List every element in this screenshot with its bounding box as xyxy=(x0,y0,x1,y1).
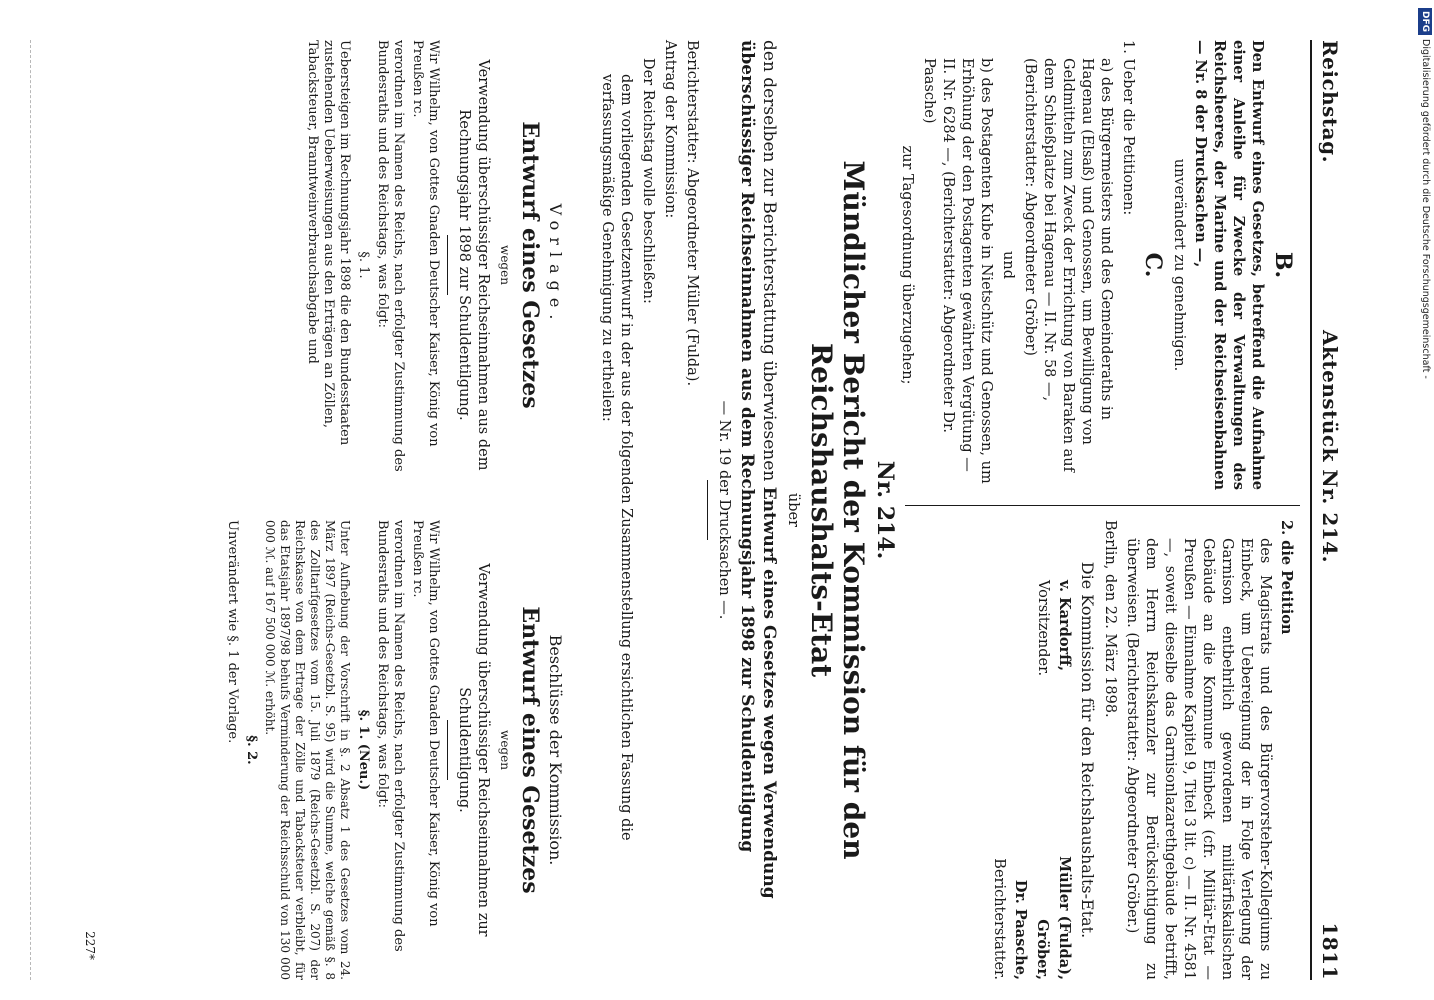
rapporteur-role: Berichterstatter. xyxy=(991,858,1007,980)
vorlage-heading: Vorlage. xyxy=(546,203,565,327)
dfg-notice: Digitalisierung gefördert durch die Deutsche Forschungsgemeinschaft - xyxy=(1420,39,1431,379)
vorlage-rule xyxy=(447,235,448,295)
vorlage-verordnen: verordnen im Namen des Reichs, nach erfolgter Zustimmung des Bundesraths und des Reichstags, was folgt: xyxy=(375,40,406,472)
beschluesse-wir: Wir Wilhelm, von Gottes Gnaden Deutscher Kaiser, König von Preußen rc. xyxy=(410,520,441,927)
section-b-title: Den Entwurf eines Gesetzes, betreffend die Aufnahme einer Anleihe für Zwecke der Verwaltungen des Reichsheeres, der Marine und der Reichseisenbahnen — Nr. 8 der Drucksachen —, xyxy=(1192,40,1266,490)
section-b-action: unverändert zu genehmigen. xyxy=(1171,158,1187,372)
rapporteur-2: Gröber, xyxy=(1034,919,1051,980)
item1-a: a) des Bürgermeisters und des Gemeinderaths in Hagenau (Elsaß) und Genossen, um Bewilligung von Geldmitteln zum Zweck der Errichtung von Baraken auf dem Schießplatze bei Hagenau — II. Nr. 58 —, (Berichterstatter: Abgeordneter Gröber) xyxy=(1022,58,1114,472)
page-number: 1811 xyxy=(1318,922,1342,980)
beschluesse-para2-text: Unverändert wie §. 1 der Vorlage. xyxy=(225,520,240,744)
place-date: Berlin, den 22. März 1898. xyxy=(1102,520,1118,718)
report-antrag-intro: Der Reichstag wolle beschließen: xyxy=(640,58,656,304)
report-subject-intro: den derselben zur Berichterstattung überwiesenen xyxy=(759,40,779,482)
rapporteur-3: Dr. Paasche, xyxy=(1012,879,1029,980)
dfg-watermark xyxy=(1418,8,1432,998)
vorlage-column xyxy=(301,40,565,490)
vorlage-para1-heading: §. 1. xyxy=(356,251,371,279)
report-header xyxy=(594,40,898,980)
header-center: Aktenstück Nr. 214. xyxy=(1318,330,1342,564)
column-divider xyxy=(905,505,1300,506)
report-ueber: über xyxy=(785,492,801,528)
item2-text: des Magistrats und des Bürgervorsteher-Kollegiums zu Einbeck, um Uebereignung der in Folge Verlegung der Garnison entbehrlich gewordenen militärfiskalischen Gebäude an die Kommune Einbeck (cfr. Militär-Etat — Preußen — Einnahme Kapitel 9, Titel 3 lit. c) — II. Nr. 4581 —, soweit dieselbe das Garnisonlazarethgebäude betrifft, dem Herrn Reichskanzler zur Berücksichtigung zu überweisen. (Berichterstatter: Abgeordneter Gröber.) xyxy=(1124,538,1273,980)
report-subject-bold: Entwurf eines Gesetzes wegen Verwendung überschüssiger Reichseinnahmen aus dem Rechnungsjahr 1898 zur Schuldentilgung xyxy=(737,40,779,899)
beschluesse-title: Entwurf eines Gesetzes xyxy=(517,606,543,894)
scan-edge xyxy=(30,40,31,980)
beschluesse-column xyxy=(221,520,565,980)
beschluesse-para1-text: Unter Aufhebung der Vorschrift in §. 2 Absatz 1 des Gesetzes vom 24. März 1897 (Reichs-Gesetzbl. S. 95) wird die Summe, welche gemäß §. 8 des Zolltarifgesetzes vom 15. Juli 1879 (Reichs-Gesetzbl. S. 207) der Reichskasse von dem Ertrage der Zölle und Tabacksteuer verbleibt, für das Etatsjahr 1897/98 behufs Verminderung der Reichsschuld von 130 000 000 ℳ. auf 167 500 000 ℳ. erhöht. xyxy=(263,520,352,980)
left-column xyxy=(894,40,1296,490)
vorlage-title: Entwurf eines Gesetzes xyxy=(517,121,543,409)
report-berichterstatter: Berichterstatter: Abgeordneter Müller (Fulda). xyxy=(684,40,700,387)
chair-name: v. Kardorff, xyxy=(1056,580,1073,672)
section-c-letter: C. xyxy=(1140,252,1166,278)
beschluesse-subtitle: Verwendung überschüssiger Reichseinnahmen zur Schuldentilgung. xyxy=(456,563,491,937)
item1-intro: 1. Ueber die Petitionen: xyxy=(1120,40,1136,216)
vorlage-wir: Wir Wilhelm, von Gottes Gnaden Deutscher Kaiser, König von Preußen rc. xyxy=(410,40,441,447)
beschluesse-verordnen: verordnen im Namen des Reichs, nach erfolgter Zustimmung des Bundesraths und des Reichstags, was folgt: xyxy=(375,520,406,952)
right-column xyxy=(986,520,1296,980)
vorlage-para1-text: Uebersteigen im Rechnungsjahr 1898 die den Bundesstaaten zustehenden Ueberweisungen aus den Erträgen an Zöllen, Tabacksteuer, Branntweinverbrauchsabgabe und xyxy=(305,40,352,446)
beschluesse-wegen: wegen xyxy=(498,730,512,770)
sheet-mark: 227* xyxy=(83,931,97,960)
item1-und: und xyxy=(1000,251,1016,279)
beschluesse-para2-heading: §. 2. xyxy=(244,735,259,765)
beschluesse-rule xyxy=(447,720,448,780)
header-left: Reichstag. xyxy=(1318,40,1342,164)
commission-name: Die Kommission für den Reichshaushalts-Etat. xyxy=(1078,561,1097,939)
separator-rule xyxy=(707,480,708,540)
rapporteur-1: Müller (Fulda), xyxy=(1056,856,1073,980)
item2-intro: 2. die Petition xyxy=(1278,520,1295,635)
item1-b: b) des Postagenten Kube in Nietschütz und Genossen, um Erhöhung der den Postagenten gewährten Vergütung — II. Nr. 6284 —, (Berichterstatter: Abgeordneter Dr. Paasche) xyxy=(921,58,994,484)
header-rule xyxy=(1310,40,1312,980)
report-subject-ref: — Nr. 19 der Drucksachen —. xyxy=(716,400,732,620)
report-antrag-label: Antrag der Kommission: xyxy=(662,40,678,219)
report-number: Nr. 214. xyxy=(872,460,898,560)
chair-role: Vorsitzender. xyxy=(1035,580,1051,677)
report-antrag-text: dem vorliegenden Gesetzentwurf in der aus der folgenden Zusammenstellung ersichtlichen Fassung die verfassungsmäßige Genehmigung zu ertheilen: xyxy=(599,74,634,841)
dfg-logo: DFG xyxy=(1418,8,1432,35)
vorlage-subtitle: Verwendung überschüssiger Reichseinnahmen aus dem Rechnungsjahr 1898 zur Schuldentilgung. xyxy=(456,59,491,471)
beschluesse-para1-heading: §. 1. (Neu.) xyxy=(356,709,371,791)
report-title: Mündlicher Bericht der Kommission für den Reichshaushalts-Etat xyxy=(805,160,870,860)
section-b-letter: B. xyxy=(1270,251,1296,279)
item1-action: zur Tagesordnung überzugehen; xyxy=(899,145,915,385)
vorlage-wegen: wegen xyxy=(498,245,512,285)
beschluesse-heading: Beschlüsse der Kommission. xyxy=(546,634,565,866)
